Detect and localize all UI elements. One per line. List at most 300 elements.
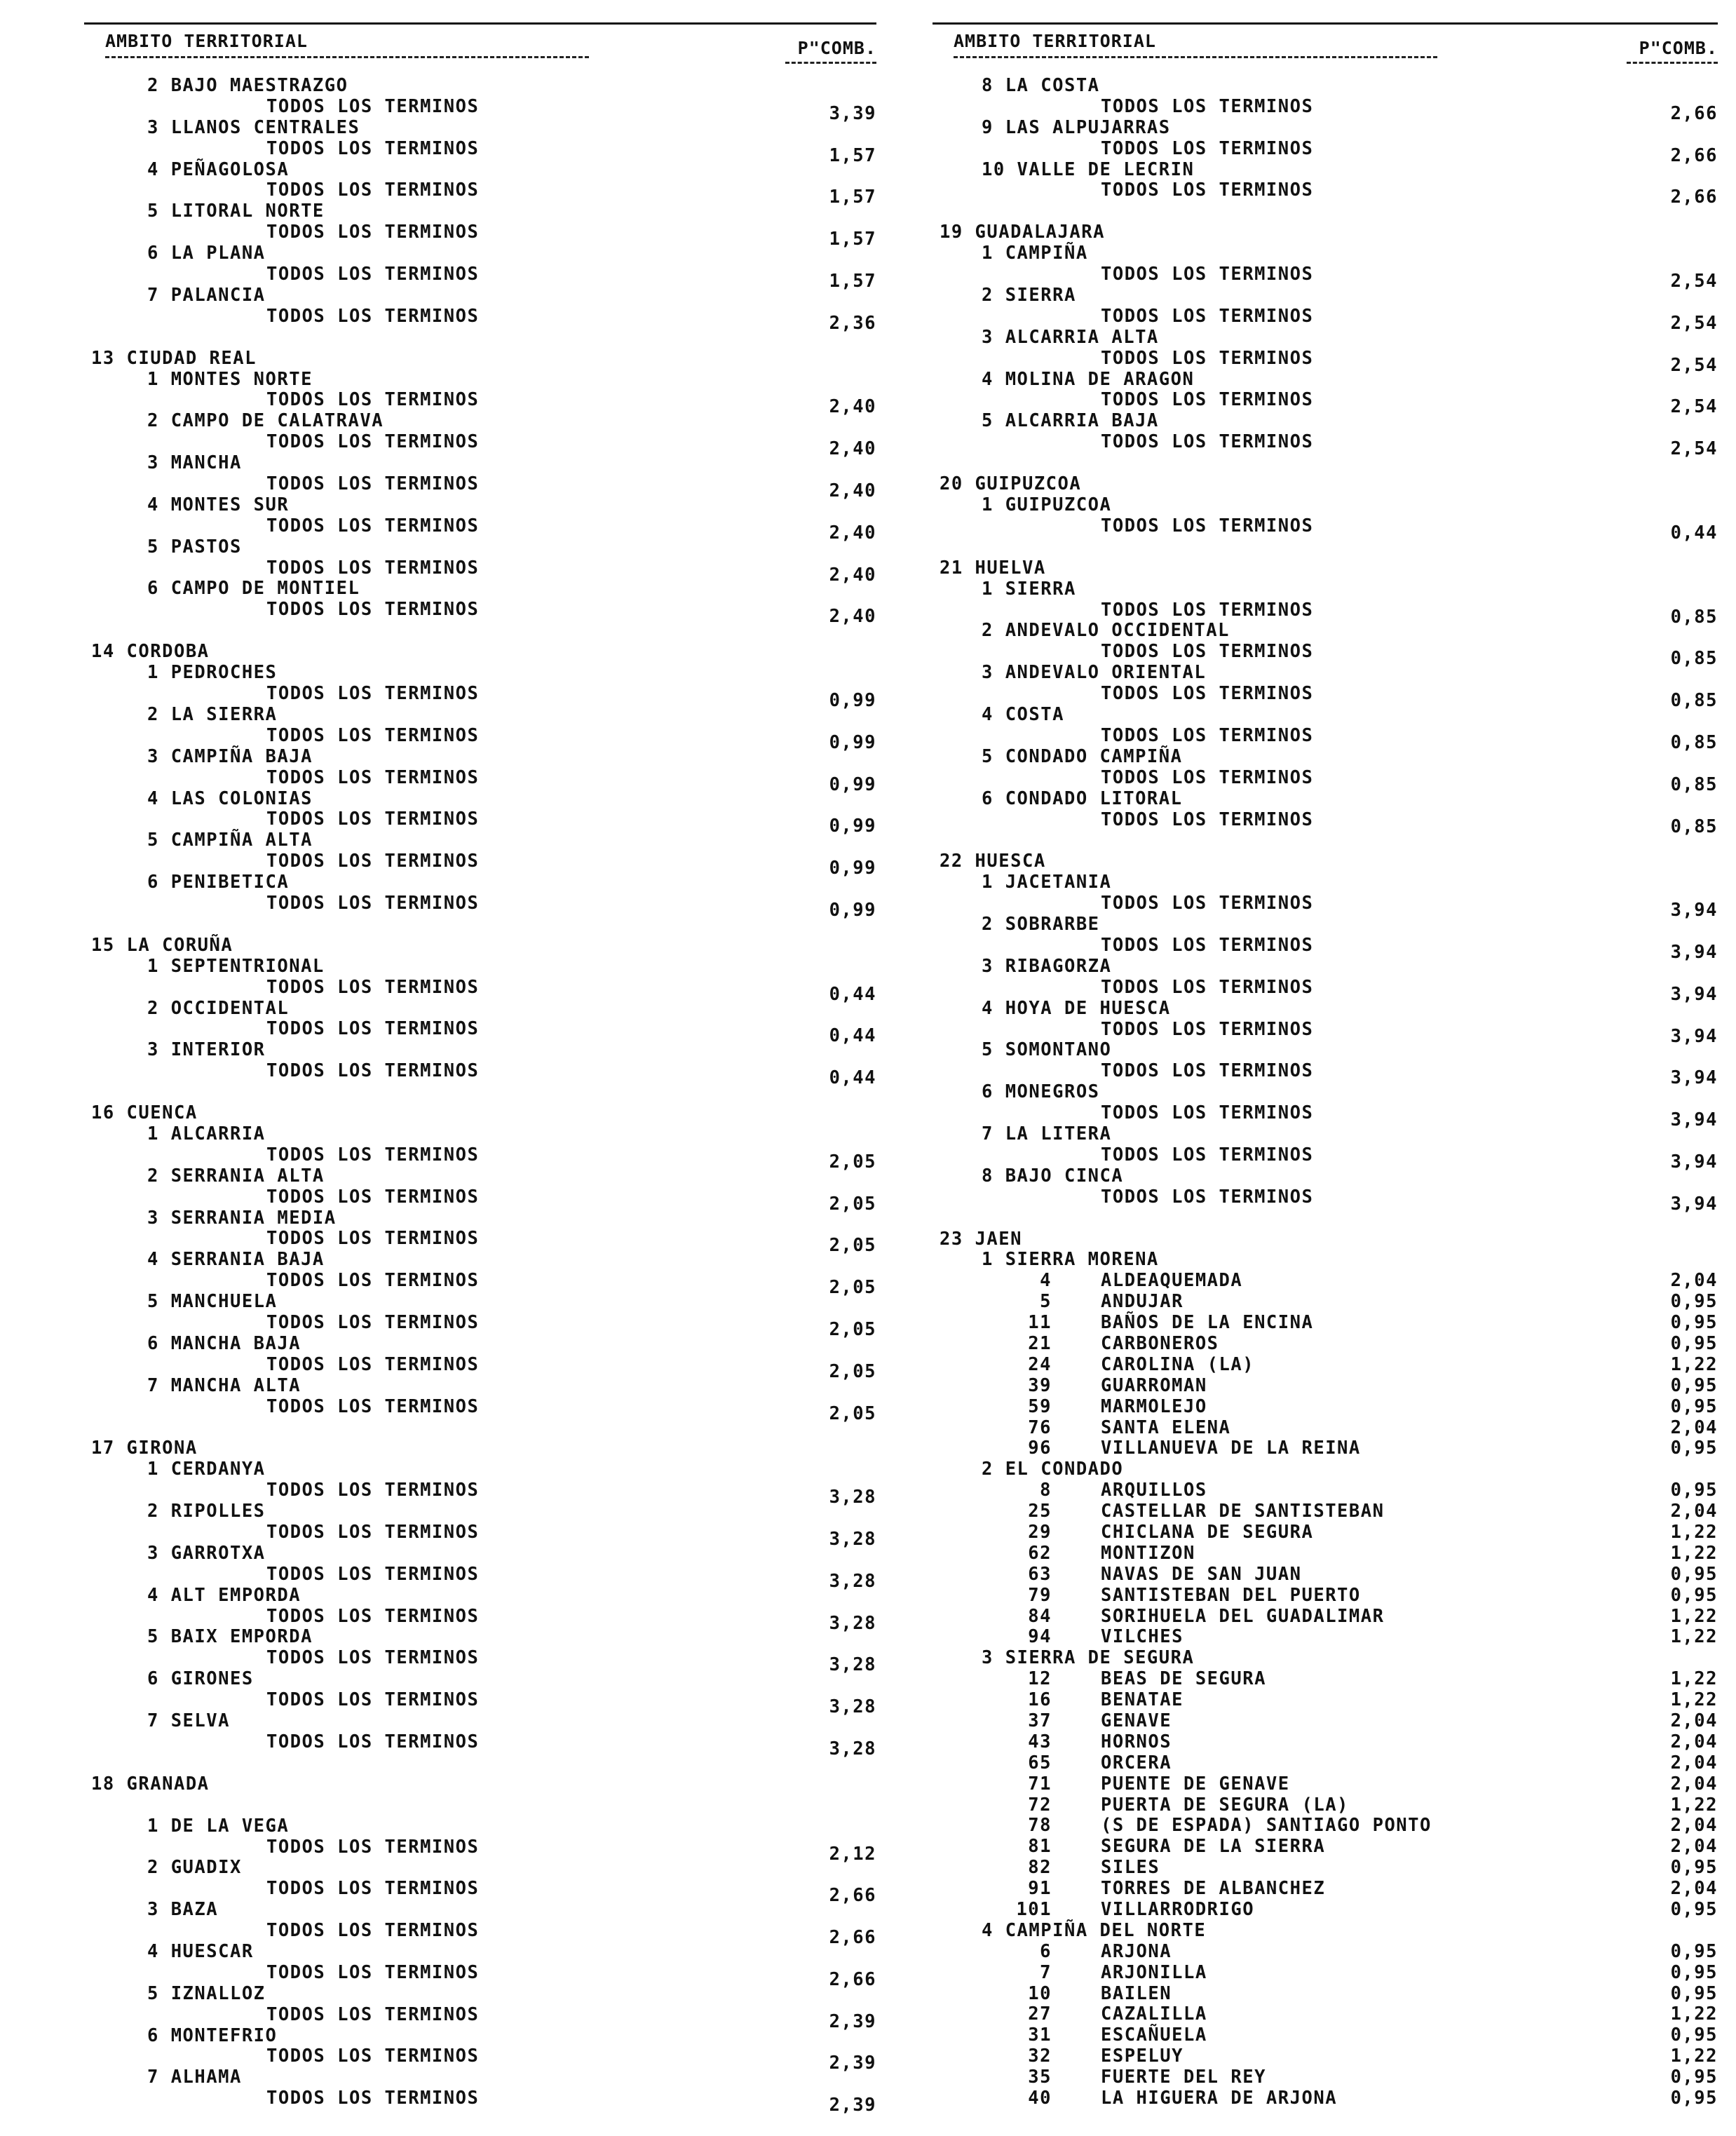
municipality-code: 82 — [1028, 1857, 1052, 1879]
comarca-row — [84, 1900, 876, 1921]
municipality-row — [933, 1313, 1718, 1334]
comarca-name: 6 PENIBETICA — [147, 872, 290, 893]
municipality-row — [933, 1858, 1718, 1879]
terms-row — [84, 976, 876, 1005]
terms-label: TODOS LOS TERMINOS — [266, 1731, 480, 1752]
terms-row — [84, 599, 876, 628]
municipality-code: 72 — [1028, 1794, 1052, 1816]
pcomb-value: 3,94 — [1670, 1193, 1718, 1215]
terms-label: TODOS LOS TERMINOS — [266, 851, 480, 872]
municipality-code: 35 — [1028, 2067, 1052, 2088]
pcomb-value: 2,66 — [1670, 102, 1718, 124]
terms-row — [84, 892, 876, 921]
comarca-row — [933, 411, 1718, 432]
comarca-name: 5 ALCARRIA BAJA — [982, 410, 1159, 432]
terms-label: TODOS LOS TERMINOS — [266, 1311, 480, 1333]
comarca-name: 7 MANCHA ALTA — [147, 1374, 301, 1396]
province-row — [84, 642, 876, 663]
municipality-row — [933, 1543, 1718, 1564]
terms-row — [84, 1270, 876, 1299]
pcomb-value: 2,05 — [829, 1193, 876, 1215]
pcomb-value: 0,95 — [1670, 1332, 1718, 1354]
comarca-row — [84, 1543, 876, 1564]
terms-row — [933, 934, 1718, 963]
pcomb-value: 1,22 — [1670, 1668, 1718, 1690]
comarca-row — [933, 872, 1718, 893]
municipality-row — [933, 1376, 1718, 1397]
comarca-name: 9 LAS ALPUJARRAS — [982, 116, 1171, 138]
province-name: 23 JAEN — [940, 1228, 1022, 1250]
pcomb-value: 2,39 — [829, 2095, 876, 2116]
municipality-name: BAILEN — [1101, 1982, 1172, 2004]
comarca-row — [933, 705, 1718, 726]
pcomb-value: 2,66 — [1670, 144, 1718, 166]
terms-row — [84, 264, 876, 292]
terms-row — [84, 2003, 876, 2032]
comarca-name: 7 PALANCIA — [147, 284, 266, 306]
pcomb-value: 2,54 — [1670, 438, 1718, 460]
terms-label: TODOS LOS TERMINOS — [266, 976, 480, 998]
comarca-row — [84, 579, 876, 600]
comarca-row — [84, 957, 876, 978]
comarca-name: 4 COSTA — [982, 704, 1064, 726]
header-ambito: AMBITO TERRITORIAL — [105, 31, 308, 51]
pcomb-value: 0,95 — [1670, 1584, 1718, 1606]
pcomb-value: 2,04 — [1670, 1731, 1718, 1752]
comarca-name: 1 SIERRA — [982, 578, 1076, 600]
pcomb-value: 3,28 — [829, 1529, 876, 1550]
municipality-name: ARJONILLA — [1101, 1961, 1207, 1983]
comarca-name: 2 SIERRA — [982, 285, 1076, 306]
comarca-row — [84, 1669, 876, 1690]
pcomb-value: 1,22 — [1670, 1522, 1718, 1543]
terms-label: TODOS LOS TERMINOS — [266, 137, 480, 159]
municipality-name: (S DE ESPADA) SANTIAGO PONTO — [1101, 1815, 1432, 1837]
pcomb-value: 1,57 — [829, 144, 876, 166]
pcomb-value: 0,95 — [1670, 1291, 1718, 1313]
terms-label: TODOS LOS TERMINOS — [266, 1144, 480, 1165]
terms-label: TODOS LOS TERMINOS — [266, 1836, 480, 1858]
municipality-name: TORRES DE ALBANCHEZ — [1101, 1878, 1326, 1900]
municipality-name: VILCHES — [1101, 1626, 1184, 1648]
comarca-name: 3 RIBAGORZA — [982, 955, 1112, 977]
pcomb-value: 2,39 — [829, 2053, 876, 2074]
comarca-name: 5 PASTOS — [147, 536, 242, 557]
terms-label: TODOS LOS TERMINOS — [266, 95, 480, 117]
municipality-code: 39 — [1028, 1374, 1052, 1396]
municipality-name: FUERTE DEL REY — [1101, 2067, 1266, 2088]
pcomb-value: 1,22 — [1670, 1542, 1718, 1564]
comarca-row — [84, 495, 876, 516]
municipality-row — [933, 1879, 1718, 1900]
pcomb-value: 0,99 — [829, 731, 876, 753]
terms-label: TODOS LOS TERMINOS — [1101, 264, 1314, 285]
pcomb-value: 2,04 — [1670, 1270, 1718, 1292]
province-row — [84, 1774, 876, 1795]
terms-row — [933, 1186, 1718, 1215]
comarca-row — [84, 370, 876, 391]
province-name: 19 GUADALAJARA — [940, 222, 1105, 243]
terms-label: TODOS LOS TERMINOS — [266, 1186, 480, 1208]
comarca-name: 2 ANDEVALO OCCIDENTAL — [982, 620, 1230, 642]
comarca-name: 8 LA COSTA — [982, 75, 1100, 96]
municipality-row — [933, 1669, 1718, 1690]
header-ambito: AMBITO TERRITORIAL — [954, 31, 1156, 51]
comarca-row — [84, 1208, 876, 1229]
pcomb-value: 0,95 — [1670, 1940, 1718, 1962]
pcomb-value: 2,05 — [829, 1235, 876, 1257]
pcomb-value: 2,54 — [1670, 271, 1718, 292]
terms-row — [84, 766, 876, 795]
pcomb-value: 3,28 — [829, 1487, 876, 1508]
terms-row — [933, 641, 1718, 670]
municipality-row — [933, 1774, 1718, 1795]
terms-row — [84, 724, 876, 753]
comarca-row — [933, 76, 1718, 97]
municipality-code: 37 — [1028, 1710, 1052, 1732]
municipality-code: 65 — [1028, 1752, 1052, 1773]
terms-row — [933, 515, 1718, 543]
pcomb-value: 0,85 — [1670, 606, 1718, 628]
terms-label: TODOS LOS TERMINOS — [266, 473, 480, 495]
pcomb-value: 0,95 — [1670, 2067, 1718, 2088]
municipality-name: LA HIGUERA DE ARJONA — [1101, 2088, 1338, 2109]
comarca-name: 2 SOBRARBE — [982, 914, 1100, 935]
comarca-name: 1 GUIPUZCOA — [982, 494, 1112, 516]
pcomb-value: 1,22 — [1670, 2046, 1718, 2067]
header-value-underline — [785, 62, 876, 64]
municipality-name: VILLARRODRIGO — [1101, 1899, 1255, 1921]
terms-label: TODOS LOS TERMINOS — [266, 599, 480, 621]
comarca-row — [84, 830, 876, 851]
terms-label: TODOS LOS TERMINOS — [1101, 683, 1314, 705]
province-row — [933, 558, 1718, 579]
terms-row — [84, 389, 876, 418]
comarca-row — [933, 285, 1718, 306]
province-row — [933, 1229, 1718, 1250]
municipality-code: 32 — [1028, 2046, 1052, 2067]
terms-row — [84, 1689, 876, 1718]
pcomb-value: 2,40 — [829, 396, 876, 418]
spacer-row — [933, 453, 1718, 474]
spacer-row — [84, 914, 876, 935]
pcomb-value: 2,66 — [829, 1927, 876, 1949]
pcomb-value: 0,95 — [1670, 1982, 1718, 2004]
pcomb-value: 2,66 — [829, 1968, 876, 1990]
header-underline — [105, 56, 589, 58]
pcomb-value: 2,05 — [829, 1402, 876, 1424]
municipality-code: 16 — [1028, 1689, 1052, 1711]
pcomb-value: 2,54 — [1670, 354, 1718, 376]
comarca-row — [84, 705, 876, 726]
pcomb-value: 3,94 — [1670, 900, 1718, 921]
pcomb-value: 3,28 — [829, 1654, 876, 1676]
terms-label: TODOS LOS TERMINOS — [266, 305, 480, 327]
comarca-name: 4 HOYA DE HUESCA — [982, 997, 1171, 1019]
comarca-name: 4 SERRANIA BAJA — [147, 1249, 325, 1271]
comarca-row — [933, 663, 1718, 684]
comarca-name: 3 SERRANIA MEDIA — [147, 1207, 337, 1229]
municipality-code: 94 — [1028, 1626, 1052, 1648]
municipality-code: 29 — [1028, 1522, 1052, 1543]
comarca-name: 4 CAMPIÑA DEL NORTE — [982, 1919, 1207, 1941]
comarca-name: 4 LAS COLONIAS — [147, 788, 313, 809]
terms-label: TODOS LOS TERMINOS — [266, 557, 480, 579]
province-row — [84, 1438, 876, 1459]
comarca-row — [933, 118, 1718, 139]
comarca-row — [84, 999, 876, 1020]
municipality-name: CAROLINA (LA) — [1101, 1353, 1255, 1375]
terms-label: TODOS LOS TERMINOS — [266, 515, 480, 536]
comarca-name: 3 ALCARRIA ALTA — [982, 326, 1159, 348]
terms-row — [84, 222, 876, 250]
terms-row — [84, 1961, 876, 1990]
province-name: 14 CORDOBA — [91, 641, 210, 663]
terms-label: TODOS LOS TERMINOS — [266, 1647, 480, 1669]
province-name: 18 GRANADA — [91, 1773, 210, 1794]
comarca-name: 1 MONTES NORTE — [147, 368, 313, 390]
comarca-name: 3 LLANOS CENTRALES — [147, 116, 360, 138]
left-table-body — [84, 75, 876, 2116]
municipality-code: 91 — [1028, 1878, 1052, 1900]
province-name: 20 GUIPUZCOA — [940, 473, 1082, 495]
municipality-name: BAÑOS DE LA ENCINA — [1101, 1312, 1314, 1334]
municipality-code: 25 — [1028, 1501, 1052, 1522]
municipality-code: 43 — [1028, 1731, 1052, 1752]
terms-label: TODOS LOS TERMINOS — [266, 2088, 480, 2109]
terms-label: TODOS LOS TERMINOS — [1101, 976, 1314, 998]
municipality-name: GUARROMAN — [1101, 1374, 1207, 1396]
comarca-name: 4 MOLINA DE ARAGON — [982, 368, 1195, 390]
terms-label: TODOS LOS TERMINOS — [266, 180, 480, 201]
pcomb-value: 2,40 — [829, 438, 876, 460]
terms-row — [84, 683, 876, 712]
terms-label: TODOS LOS TERMINOS — [1101, 1018, 1314, 1040]
municipality-code: 76 — [1028, 1417, 1052, 1438]
pcomb-value: 2,04 — [1670, 1752, 1718, 1773]
province-row — [933, 474, 1718, 495]
pcomb-value: 2,39 — [829, 2010, 876, 2032]
comarca-row — [84, 243, 876, 264]
comarca-name: 6 CONDADO LITORAL — [982, 788, 1183, 809]
pcomb-value: 3,94 — [1670, 983, 1718, 1005]
comarca-row — [84, 160, 876, 181]
pcomb-value: 0,99 — [829, 773, 876, 795]
municipality-name: SILES — [1101, 1857, 1160, 1879]
comarca-row — [933, 914, 1718, 935]
comarca-row — [933, 1250, 1718, 1271]
pcomb-value: 0,95 — [1670, 1480, 1718, 1501]
comarca-row — [933, 579, 1718, 600]
comarca-name: 5 MANCHUELA — [147, 1291, 278, 1313]
municipality-name: CASTELLAR DE SANTISTEBAN — [1101, 1501, 1385, 1522]
terms-label: TODOS LOS TERMINOS — [266, 222, 480, 243]
pcomb-value: 0,44 — [1670, 522, 1718, 543]
comarca-row — [84, 411, 876, 432]
terms-row — [84, 809, 876, 837]
terms-label: TODOS LOS TERMINOS — [266, 1270, 480, 1292]
municipality-name: HORNOS — [1101, 1731, 1172, 1752]
terms-label: TODOS LOS TERMINOS — [266, 1353, 480, 1375]
pcomb-value: 2,04 — [1670, 1417, 1718, 1438]
terms-label: TODOS LOS TERMINOS — [1101, 724, 1314, 746]
municipality-code: 59 — [1028, 1395, 1052, 1417]
comarca-name: 4 MONTES SUR — [147, 494, 290, 515]
pcomb-value: 2,66 — [829, 1885, 876, 1907]
municipality-code: 27 — [1028, 2003, 1052, 2025]
terms-label: TODOS LOS TERMINOS — [1101, 515, 1314, 536]
comarca-row — [84, 1334, 876, 1355]
municipality-name: ALDEAQUEMADA — [1101, 1270, 1243, 1292]
terms-label: TODOS LOS TERMINOS — [266, 1920, 480, 1942]
terms-label: TODOS LOS TERMINOS — [266, 1605, 480, 1627]
comarca-name: 7 ALHAMA — [147, 2067, 242, 2088]
pcomb-value: 1,22 — [1670, 1794, 1718, 1816]
pcomb-value: 3,28 — [829, 1738, 876, 1759]
terms-label: TODOS LOS TERMINOS — [1101, 305, 1314, 327]
comarca-row — [84, 1250, 876, 1271]
pcomb-value: 3,94 — [1670, 1151, 1718, 1172]
terms-row — [84, 1018, 876, 1047]
province-name: 22 HUESCA — [940, 851, 1046, 872]
pcomb-value: 0,99 — [829, 816, 876, 837]
municipality-code: 40 — [1028, 2088, 1052, 2109]
pcomb-value: 1,22 — [1670, 2003, 1718, 2025]
terms-row — [84, 1060, 876, 1089]
terms-row — [84, 1228, 876, 1257]
comarca-row — [84, 285, 876, 306]
municipality-code: 31 — [1028, 2025, 1052, 2046]
municipality-row — [933, 1732, 1718, 1753]
municipality-row — [933, 1984, 1718, 2005]
pcomb-value: 2,05 — [829, 1360, 876, 1382]
comarca-row — [84, 872, 876, 893]
comarca-name: 4 PEÑAGOLOSA — [147, 158, 290, 180]
comarca-row — [84, 1586, 876, 1607]
pcomb-value: 2,04 — [1670, 1815, 1718, 1837]
terms-row — [933, 389, 1718, 418]
municipality-name: ARJONA — [1101, 1940, 1172, 1962]
terms-row — [933, 893, 1718, 921]
comarca-name: 10 VALLE DE LECRIN — [982, 158, 1195, 180]
comarca-name: 1 DE LA VEGA — [147, 1815, 290, 1837]
municipality-name: BENATAE — [1101, 1689, 1184, 1711]
municipality-row — [933, 1480, 1718, 1501]
pcomb-value: 0,99 — [829, 899, 876, 921]
pcomb-value: 1,57 — [829, 229, 876, 250]
comarca-row — [84, 1816, 876, 1837]
municipality-row — [933, 1795, 1718, 1816]
terms-label: TODOS LOS TERMINOS — [1101, 137, 1314, 159]
comarca-name: 2 EL CONDADO — [982, 1459, 1124, 1480]
terms-row — [84, 1920, 876, 1949]
municipality-name: CARBONEROS — [1101, 1332, 1219, 1354]
comarca-row — [84, 201, 876, 222]
pcomb-value: 3,28 — [829, 1570, 876, 1592]
pcomb-value: 2,04 — [1670, 1501, 1718, 1522]
terms-row — [933, 305, 1718, 334]
municipality-code: 79 — [1028, 1584, 1052, 1606]
terms-row — [84, 851, 876, 879]
pcomb-value: 0,95 — [1670, 1374, 1718, 1396]
comarca-name: 2 GUADIX — [147, 1857, 242, 1879]
municipality-code: 101 — [1016, 1899, 1052, 1921]
comarca-name: 6 MONEGROS — [982, 1081, 1100, 1103]
municipality-name: SANTISTEBAN DEL PUERTO — [1101, 1584, 1361, 1606]
terms-row — [933, 1102, 1718, 1131]
comarca-row — [84, 1459, 876, 1480]
terms-label: TODOS LOS TERMINOS — [266, 389, 480, 411]
terms-row — [84, 2088, 876, 2116]
comarca-name: 5 CONDADO CAMPIÑA — [982, 745, 1183, 767]
municipality-row — [933, 2025, 1718, 2046]
comarca-name: 5 BAIX EMPORDA — [147, 1626, 313, 1648]
terms-row — [933, 976, 1718, 1005]
comarca-name: 1 CERDANYA — [147, 1459, 266, 1480]
municipality-row — [933, 1942, 1718, 1963]
comarca-row — [84, 1627, 876, 1648]
comarca-name: 3 GARROTXA — [147, 1542, 266, 1564]
terms-label: TODOS LOS TERMINOS — [1101, 766, 1314, 788]
pcomb-value: 0,95 — [1670, 1438, 1718, 1459]
terms-label: TODOS LOS TERMINOS — [266, 1563, 480, 1585]
comarca-row — [933, 1648, 1718, 1669]
pcomb-value: 1,57 — [829, 271, 876, 292]
pcomb-value: 2,05 — [829, 1151, 876, 1172]
terms-label: TODOS LOS TERMINOS — [1101, 180, 1314, 201]
terms-row — [84, 1353, 876, 1382]
municipality-name: BEAS DE SEGURA — [1101, 1668, 1266, 1690]
comarca-name: 5 IZNALLOZ — [147, 1982, 266, 2004]
comarca-name: 1 JACETANIA — [982, 872, 1112, 893]
terms-row — [84, 1605, 876, 1634]
comarca-name: 2 RIPOLLES — [147, 1501, 266, 1522]
terms-row — [933, 431, 1718, 460]
comarca-row — [933, 1921, 1718, 1942]
column-header — [105, 31, 876, 73]
terms-label: TODOS LOS TERMINOS — [266, 1395, 480, 1417]
municipality-code: 8 — [1040, 1480, 1052, 1501]
pcomb-value: 0,95 — [1670, 2088, 1718, 2109]
municipality-name: CAZALILLA — [1101, 2003, 1207, 2025]
terms-row — [84, 431, 876, 460]
municipality-row — [933, 1900, 1718, 1921]
right-table-body — [933, 76, 1718, 2109]
terms-row — [84, 1311, 876, 1340]
comarca-row — [933, 789, 1718, 810]
spacer-row — [84, 327, 876, 349]
municipality-row — [933, 1816, 1718, 1837]
terms-row — [933, 347, 1718, 376]
terms-row — [84, 1144, 876, 1172]
terms-row — [933, 683, 1718, 712]
municipality-code: 84 — [1028, 1605, 1052, 1627]
comarca-name: 3 MANCHA — [147, 452, 242, 474]
pcomb-value: 0,95 — [1670, 1961, 1718, 1983]
terms-label: TODOS LOS TERMINOS — [266, 264, 480, 285]
terms-label: TODOS LOS TERMINOS — [1101, 599, 1314, 621]
pcomb-value: 0,95 — [1670, 1563, 1718, 1585]
comarca-name: 1 PEDROCHES — [147, 662, 278, 684]
terms-row — [84, 1563, 876, 1592]
pcomb-value: 1,22 — [1670, 1689, 1718, 1711]
pcomb-value: 1,22 — [1670, 1626, 1718, 1648]
comarca-row — [84, 2067, 876, 2088]
terms-label: TODOS LOS TERMINOS — [266, 683, 480, 705]
comarca-row — [84, 1040, 876, 1061]
municipality-name: PUENTE DE GENAVE — [1101, 1773, 1290, 1794]
terms-row — [933, 1144, 1718, 1172]
